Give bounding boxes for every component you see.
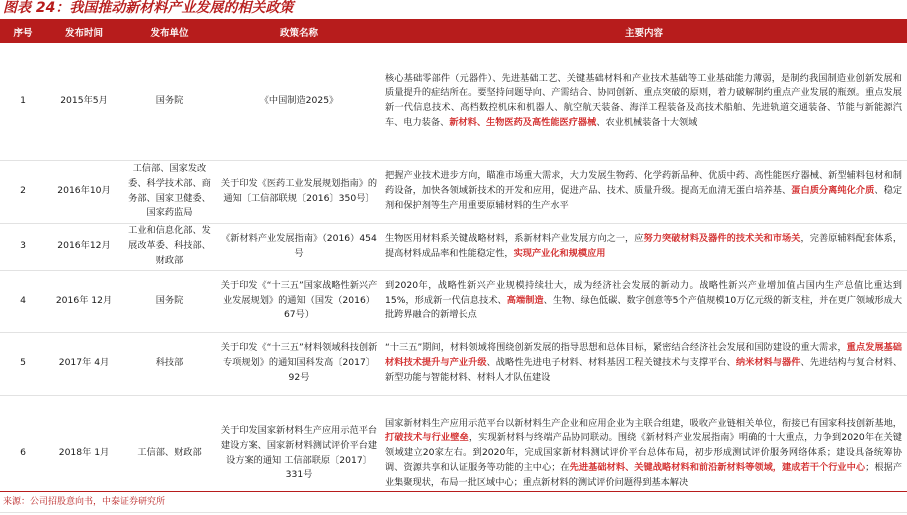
row-no: 5 bbox=[0, 332, 46, 395]
row-content bbox=[381, 395, 907, 512]
row-policy: 关于印发《医药工业发展规划指南》的通知〔工信部联规〔2016〕350号〕 bbox=[217, 160, 381, 223]
content-text: “十三五”期间，材料领域将围绕创新发展的指导思想和总体目标，紧密结合经济社会发展和国防建设的重大需求， bbox=[385, 342, 847, 354]
row-content bbox=[381, 43, 907, 160]
header-content: 主要内容 bbox=[381, 21, 907, 43]
source-divider bbox=[0, 491, 907, 492]
content-text: ；根据产业集聚现状，布局一批区域中心；重点新材料的测试评价问题得到基本解决 bbox=[385, 461, 903, 488]
highlighted-text: 实现产业化和规模应用 bbox=[513, 247, 606, 259]
row-no: 6 bbox=[0, 395, 46, 512]
content-text: 、稳定剂和保护剂等生产用重要原辅材料的生产水平 bbox=[385, 185, 903, 211]
row-content bbox=[381, 270, 907, 332]
row-no: 1 bbox=[0, 43, 46, 160]
highlighted-text: 蛋白质分离纯化介质 bbox=[791, 185, 875, 197]
highlighted-text: 新材料、生物医药及高性能医疗器械 bbox=[449, 117, 597, 129]
table-row bbox=[0, 160, 907, 223]
row-unit: 国务院 bbox=[122, 270, 217, 332]
table-row bbox=[0, 332, 907, 395]
row-no: 4 bbox=[0, 270, 46, 332]
content-text: 核心基础零部件（元器件）、先进基础工艺、关键基础材料和产业技术基础等工业基础能力薄弱，是制约我国制造业创新发展和质量提升的症结所在。要坚持问题导向、产需结合、协同创新、重点突破的原则，着力破解制约重点产业发展的瓶颈。重点发展新一代信息技术、高档数控机床和机器人、航空航天装备、海洋工程装备及高技术船舶、先进轨道交通装备、节能与新能源汽车、电力装备、 bbox=[385, 72, 902, 129]
row-unit: 工信部、国家发改委、科学技术部、商务部、国家卫健委、国家药监局 bbox=[122, 160, 217, 223]
row-content bbox=[381, 223, 907, 270]
row-no: 3 bbox=[0, 223, 46, 270]
row-date: 2015年5月 bbox=[46, 43, 122, 160]
table-row bbox=[0, 43, 907, 160]
row-policy: 《中国制造2025》 bbox=[217, 43, 381, 160]
row-date: 2016年 12月 bbox=[46, 270, 122, 332]
content-text: 、先进结构与复合材料、新型功能与智能材料、材料人才队伍建设 bbox=[385, 357, 903, 383]
content-text: 、战略性先进电子材料、材料基因工程关键技术与支撑平台、 bbox=[486, 357, 736, 369]
header-policy: 政策名称 bbox=[217, 21, 381, 43]
source-note: 来源：公司招股意向书，中泰证券研究所 bbox=[3, 497, 166, 507]
row-no: 2 bbox=[0, 160, 46, 223]
row-date: 2016年12月 bbox=[46, 223, 122, 270]
highlighted-text: 打破技术与行业壁垒 bbox=[385, 432, 469, 444]
highlighted-text: 高端制造 bbox=[506, 294, 544, 306]
row-content bbox=[381, 160, 907, 223]
header-date: 发布时间 bbox=[46, 21, 122, 43]
row-unit: 工信部、财政部 bbox=[122, 395, 217, 512]
figure-title: 图表 24：我国推动新材料产业发展的相关政策 bbox=[3, 0, 294, 16]
content-text: 生物医用材料系关键战略材料，系新材料产业发展方向之一，应 bbox=[385, 232, 644, 244]
row-policy: 关于印发国家新材料生产应用示范平台建设方案、国家新材料测试评价平台建设方案的通知 工信部联原〔2017〕331号 bbox=[217, 395, 381, 512]
row-policy: 关于印发《“十三五”国家战略性新兴产业发展规划》的通知（国发（2016）67号） bbox=[217, 270, 381, 332]
content-text: ，实现新材料与终端产品协同联动。围绕《新材料产业发展指南》明确的十大重点，力争到2020年在关键领域建立20家左右。到2020年，完成国家新材料测试评价平台总体布局，初步形成测试评价服务网络体系；建设具备统筹协调、资源共享和认证服务等功能的主中心；在 bbox=[385, 432, 902, 473]
header-no: 序号 bbox=[0, 21, 46, 43]
table-row bbox=[0, 223, 907, 270]
row-unit: 国务院 bbox=[122, 43, 217, 160]
content-text: 、农业机械装备十大领域 bbox=[596, 117, 698, 129]
highlighted-text: 努力突破材料及器件的技术关和市场关 bbox=[643, 232, 801, 244]
highlighted-text: 纳米材料与器件 bbox=[735, 357, 801, 369]
policy-table bbox=[0, 21, 907, 513]
row-date: 2016年10月 bbox=[46, 160, 122, 223]
content-text: 到2020年，战略性新兴产业规模持续壮大，成为经济社会发展的新动力。战略性新兴产业增加值占国内生产总值比重达到15%，形成新一代信息技术、 bbox=[385, 279, 902, 306]
table-row bbox=[0, 270, 907, 332]
content-text: 、生物、绿色低碳、数字创意等5个产值规模10万亿元级的新支柱，并在更广领域形成大批跨界融合的新增长点 bbox=[385, 294, 903, 321]
content-text: 把握产业技术进步方向，瞄准市场重大需求，大力发展生物药、化学药新品种、优质中药、高性能医疗器械、新型辅料包材和制药设备，加快各领域新技术的开发和应用，促进产品、技术、质量升级。提高无血清无蛋白培养基、 bbox=[385, 170, 902, 197]
row-unit: 工业和信息化部、发展改革委、科技部、财政部 bbox=[122, 223, 217, 270]
row-content bbox=[381, 332, 907, 395]
highlighted-text: 重点发展基础材料技术提升与产业升级 bbox=[385, 342, 902, 369]
row-date: 2018年 1月 bbox=[46, 395, 122, 512]
table-header-row bbox=[0, 21, 907, 43]
row-date: 2017年 4月 bbox=[46, 332, 122, 395]
content-text: 国家新材料生产应用示范平台以新材料生产企业和应用企业为主联合组建，吸收产业链相关单位，衔接已有国家科技创新基地， bbox=[385, 417, 902, 429]
row-policy: 关于印发《“十三五”材料领域科技创新专项规划》的通知国科发高〔2017〕92号 bbox=[217, 332, 381, 395]
header-unit: 发布单位 bbox=[122, 21, 217, 43]
content-text: ，完善原辅料配套体系，提高材料成品率和性能稳定性， bbox=[385, 232, 903, 259]
row-policy: 《新材料产业发展指南》（2016）454号 bbox=[217, 223, 381, 270]
row-unit: 科技部 bbox=[122, 332, 217, 395]
highlighted-text: 先进基础材料、关键战略材料和前沿新材料等领域，建成若干个行业中心 bbox=[569, 461, 866, 473]
